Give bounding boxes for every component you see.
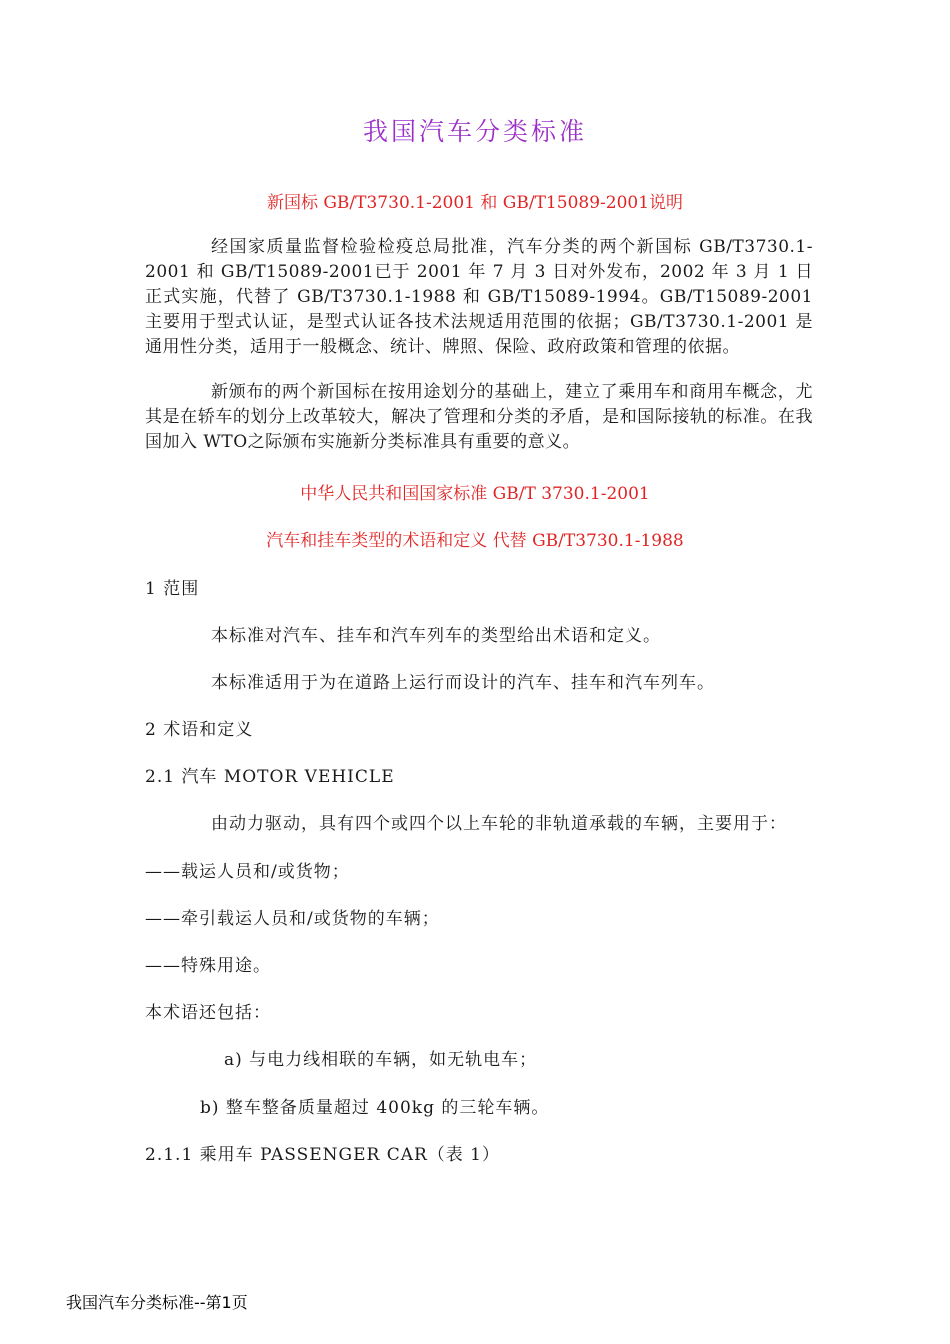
section-2-1-heading: 2.1 汽车 MOTOR VEHICLE: [145, 767, 395, 787]
page-footer: 我国汽车分类标准--第1页: [66, 1293, 248, 1312]
section-2-1-definition: 由动力驱动，具有四个或四个以上车轮的非轨道承载的车辆，主要用于：: [211, 814, 787, 834]
use-item-2: ——牵引载运人员和/或货物的车辆；: [145, 909, 440, 929]
intro-paragraph-1: 经国家质量监督检验检疫总局批准，汽车分类的两个新国标 GB/T3730.1-2001 和 GB/T15089-2001已于 2001 年 7 月 3 日对外发布，2002 年 3 月 1 日正式实施，代替了 GB/T3730.1-1988 和 GB/T15089-1994。GB/T15089-2001 主要用于型式认证，是型式认证各技术法规适用范围的依据；GB/T3730.1-2001 是通用性分类，适用于一般概念、统计、牌照、保险、政府政策和管理的依据。: [145, 237, 813, 357]
standard-heading: 中华人民共和国国家标准 GB/T 3730.1-2001: [300, 484, 650, 504]
section-2-heading: 2 术语和定义: [145, 720, 254, 740]
includes-item-a: a) 与电力线相联的车辆，如无轨电车；: [224, 1050, 538, 1070]
intro-paragraph-2: 新颁布的两个新国标在按用途划分的基础上，建立了乘用车和商用车概念，尤其是在轿车的划分上改革较大，解决了管理和分类的矛盾，是和国际接轨的标准。在我国加入 WTO之际颁布实施新分类标准具有重要的意义。: [145, 382, 813, 452]
section-1-heading: 1 范围: [145, 579, 200, 599]
includes-intro: 本术语还包括：: [145, 1003, 271, 1023]
use-item-1: ——载运人员和/或货物；: [145, 862, 350, 882]
document-title: 我国汽车分类标准: [362, 117, 587, 146]
section-2-1-1-heading: 2.1.1 乘用车 PASSENGER CAR（表 1）: [145, 1145, 500, 1165]
section-1-line-2: 本标准适用于为在道路上运行而设计的汽车、挂车和汽车列车。: [211, 673, 715, 693]
includes-item-b: b) 整车整备质量超过 400kg 的三轮车辆。: [200, 1098, 550, 1118]
standard-subheading: 汽车和挂车类型的术语和定义 代替 GB/T3730.1-1988: [266, 531, 684, 551]
subtitle: 新国标 GB/T3730.1-2001 和 GB/T15089-2001说明: [266, 193, 684, 213]
section-1-line-1: 本标准对汽车、挂车和汽车列车的类型给出术语和定义。: [211, 626, 661, 646]
use-item-3: ——特殊用途。: [145, 956, 271, 976]
